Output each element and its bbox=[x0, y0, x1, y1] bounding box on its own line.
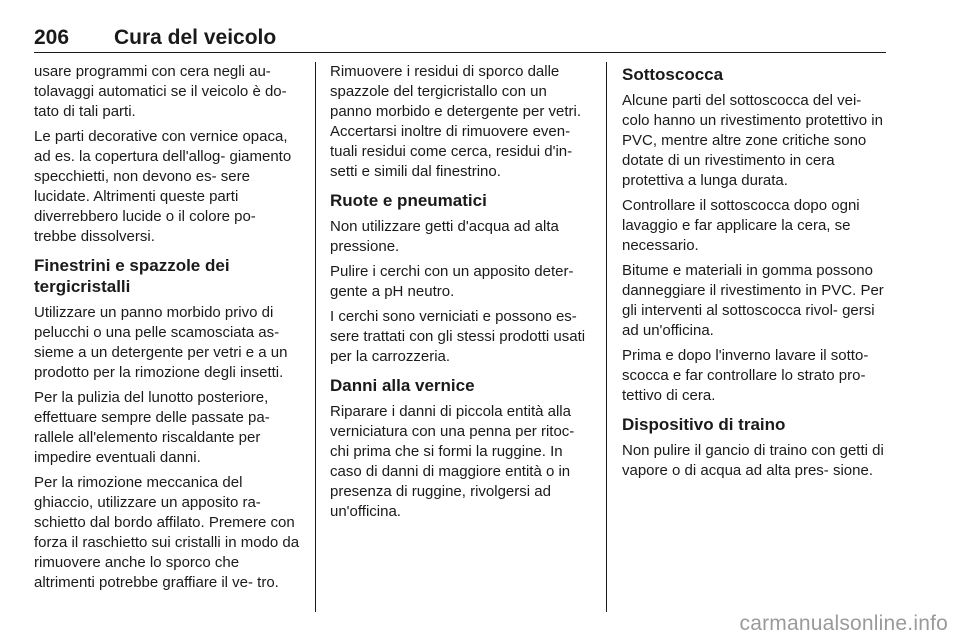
paragraph: Prima e dopo l'inverno lavare il sotto- scocca e far controllare lo strato pro- tettivo di cera. bbox=[622, 347, 869, 404]
paragraph: Pulire i cerchi con un apposito deter- gente a pH neutro. bbox=[330, 263, 574, 300]
section-heading: Ruote e pneumatici bbox=[330, 191, 487, 210]
chapter-title: Cura del veicolo bbox=[114, 26, 277, 49]
column-2 bbox=[330, 62, 592, 527]
section-heading: Sottoscocca bbox=[622, 65, 724, 84]
paragraph: Non pulire il gancio di traino con getti di vapore o di acqua ad alta pres- sione. bbox=[622, 442, 884, 479]
column-divider bbox=[315, 62, 316, 612]
column-1 bbox=[34, 62, 302, 598]
paragraph: usare programmi con cera negli au- tolavaggi automatici se il veicolo è do- tato di tali parti. bbox=[34, 63, 287, 120]
column-divider bbox=[606, 62, 607, 612]
paragraph: I cerchi sono verniciati e possono es- sere trattati con gli stessi prodotti usati per la carrozzeria. bbox=[330, 308, 586, 365]
section-heading: Dispositivo di traino bbox=[622, 415, 786, 434]
paragraph: Per la rimozione meccanica del ghiaccio, utilizzare un apposito ra- schietto dal bordo affilato. Premere con forza il raschietto sui cristalli in modo da rimuovere anche lo sporco che altrimenti potrebbe graffiare il ve- tro. bbox=[34, 474, 300, 591]
column-3 bbox=[622, 62, 888, 486]
paragraph: Le parti decorative con vernice opaca, ad es. la copertura dell'allog- giamento specchietti, non devono es- sere lucidate. Altrimenti queste parti diverrebbero lucide o il colore po- trebbe dissolversi. bbox=[34, 128, 292, 245]
paragraph: Rimuovere i residui di sporco dalle spazzole del tergicristallo con un panno morbido e detergente per vetri. Accertarsi inoltre di rimuovere even- tuali residui come cerca, residui d'in- setti e simili dal finestrino. bbox=[330, 63, 581, 180]
page-header bbox=[34, 26, 886, 53]
paragraph: Non utilizzare getti d'acqua ad alta pressione. bbox=[330, 218, 559, 255]
paragraph: Utilizzare un panno morbido privo di pelucchi o una pelle scamosciata as- sieme a un detergente per vetri e a un prodotto per la rimozione degli insetti. bbox=[34, 304, 288, 381]
paragraph: Riparare i danni di piccola entità alla verniciatura con una penna per ritoc- chi prima che si formi la ruggine. In caso di danni di maggiore entità o in presenza di ruggine, rivolgersi ad un'officina. bbox=[330, 403, 575, 520]
paragraph: Per la pulizia del lunotto posteriore, effettuare sempre delle passate pa- rallele all'elemento riscaldante per impedire eventuali danni. bbox=[34, 389, 270, 466]
page-number: 206 bbox=[34, 26, 70, 49]
section-heading: Finestrini e spazzole dei tergicristalli bbox=[34, 256, 230, 296]
paragraph: Bitume e materiali in gomma possono danneggiare il rivestimento in PVC. Per gli interventi al sottoscocca rivol- gersi ad un'officina. bbox=[622, 262, 884, 339]
section-heading: Danni alla vernice bbox=[330, 376, 475, 395]
paragraph: Controllare il sottoscocca dopo ogni lavaggio e far applicare la cera, se necessario. bbox=[622, 197, 860, 254]
watermark: carmanualsonline.info bbox=[739, 612, 948, 635]
paragraph: Alcune parti del sottoscocca del vei- colo hanno un rivestimento protettivo in PVC, mentre altre zone critiche sono dotate di un rivestimento in cera protettiva a lunga durata. bbox=[622, 92, 883, 189]
